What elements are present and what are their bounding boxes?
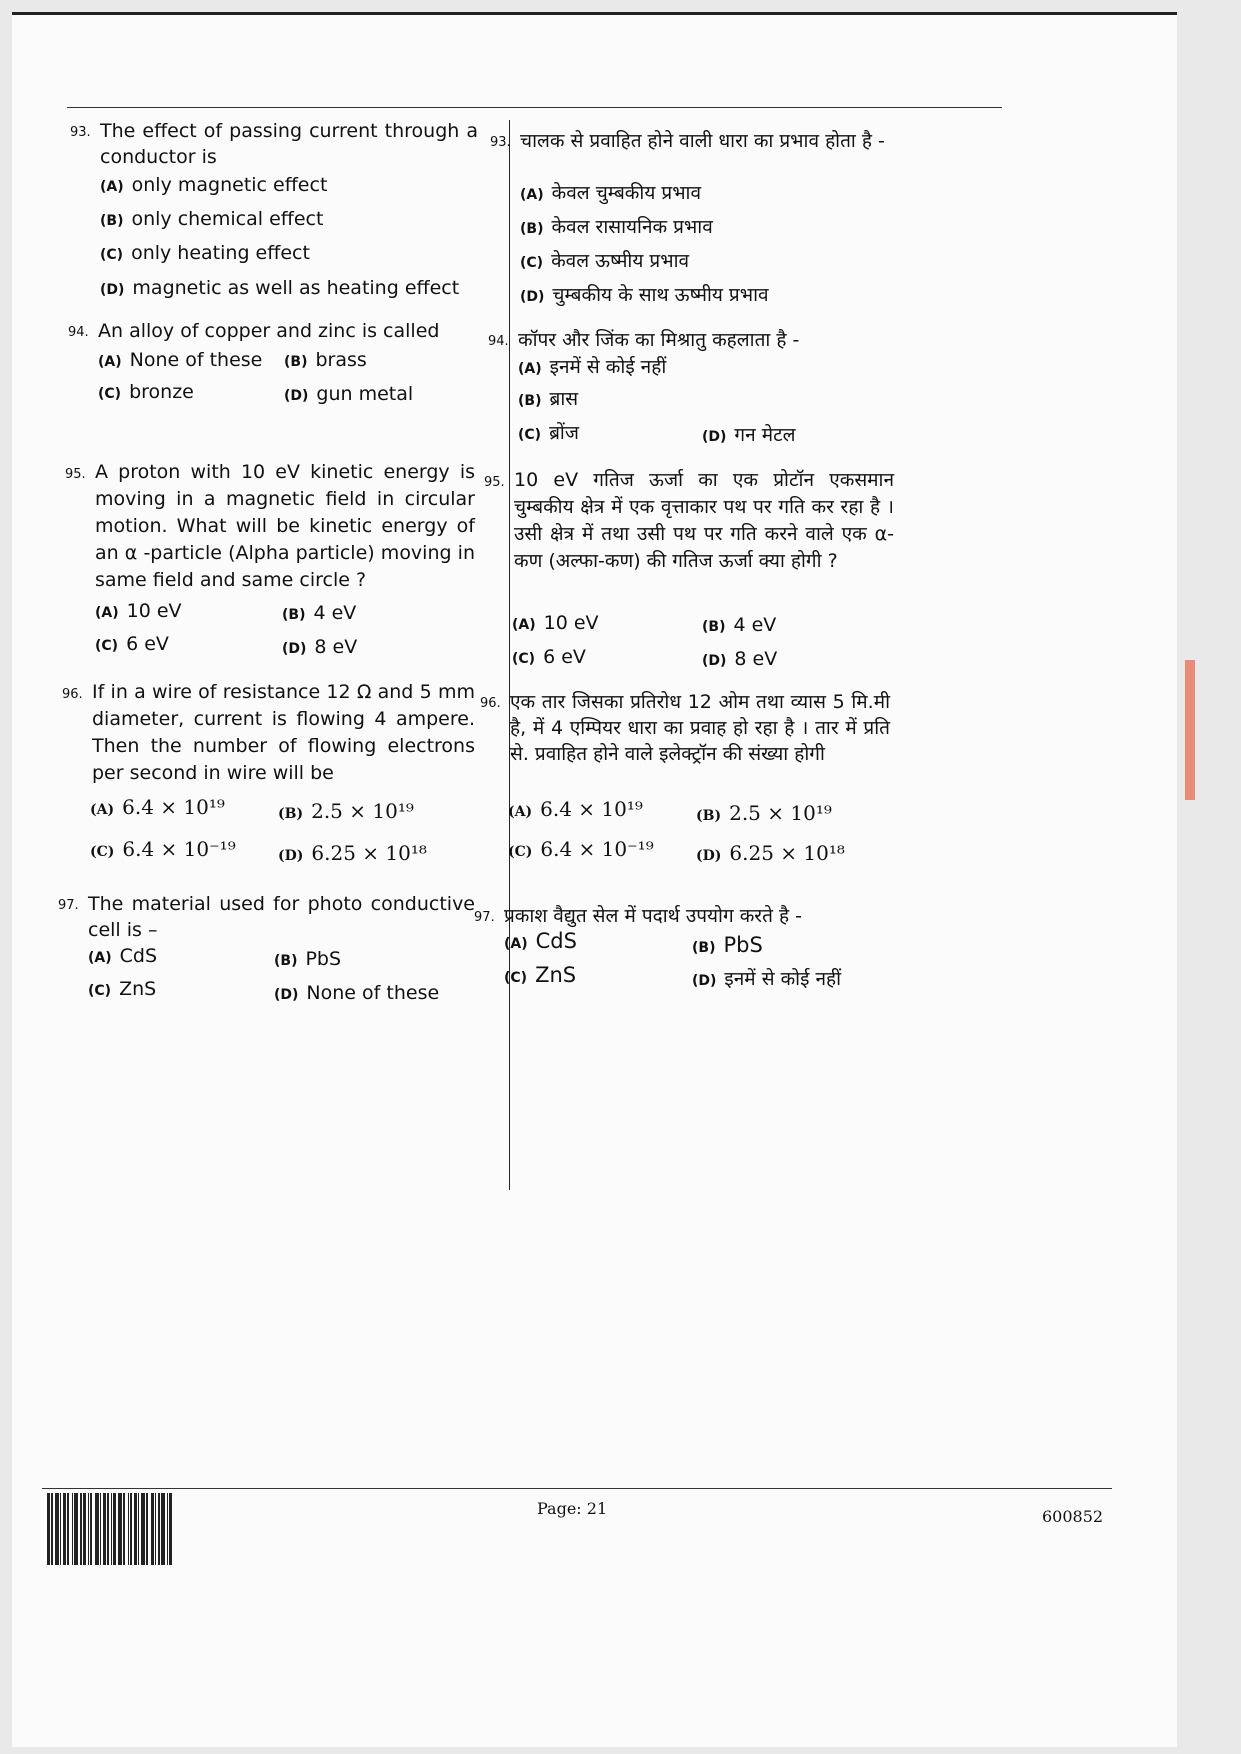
question-hi-97 [474, 903, 894, 929]
question-en-94 [68, 318, 478, 344]
question-hi-94 [488, 327, 898, 353]
option-d: (D) 6.25 × 10¹⁸ [696, 841, 845, 865]
question-hi-95 [484, 467, 894, 575]
exam-page [12, 12, 1177, 1747]
option-d: (D) गन मेटल [702, 424, 796, 446]
option-c: (C) 6.4 × 10⁻¹⁹ [508, 837, 654, 861]
question-number: 97. [474, 910, 495, 925]
option-a: (A) केवल चुम्बकीय प्रभाव [520, 182, 702, 204]
option-b: (B) केवल रासायनिक प्रभाव [520, 216, 713, 238]
option-a: (A) CdS [88, 945, 158, 967]
option-a: (A) 6.4 × 10¹⁹ [90, 795, 225, 819]
option-d: (D) चुम्बकीय के साथ ऊष्मीय प्रभाव [520, 284, 769, 306]
column-divider [509, 120, 510, 1190]
option-c: (C) only heating effect [100, 242, 310, 264]
option-b: (B) only chemical effect [100, 208, 324, 230]
option-b: (B) PbS [692, 933, 763, 957]
question-en-97 [58, 891, 475, 943]
option-b: (B) 4 eV [282, 602, 357, 624]
option-c: (C) 6 eV [95, 633, 169, 655]
option-d: (D) magnetic as well as heating effect [100, 277, 460, 299]
option-a: (A) 6.4 × 10¹⁹ [508, 797, 643, 821]
option-c: (C) ZnS [88, 978, 157, 1000]
option-c: (C) 6.4 × 10⁻¹⁹ [90, 837, 236, 861]
option-d: (D) None of these [274, 982, 440, 1004]
question-en-95 [65, 459, 475, 594]
option-b: (B) ब्रास [518, 388, 579, 410]
question-stem: An alloy of copper and zinc is called [98, 320, 440, 342]
option-a: (A) 10 eV [512, 612, 599, 634]
option-a: (A) None of these [98, 349, 263, 371]
option-d: (D) इनमें से कोई नहीं [692, 968, 842, 990]
page-number: Page: 21 [537, 1499, 608, 1518]
question-number: 96. [62, 687, 83, 702]
option-b: (B) 2.5 × 10¹⁹ [696, 801, 832, 825]
option-c: (C) ZnS [504, 963, 577, 987]
question-stem: The material used for photo conductive cell is – [88, 893, 475, 941]
option-a: (A) इनमें से कोई नहीं [518, 356, 667, 378]
footer-rule [42, 1488, 1112, 1489]
header-rule [67, 107, 1002, 108]
question-en-93 [70, 118, 478, 170]
question-number: 95. [484, 475, 505, 490]
option-d: (D) 8 eV [702, 648, 778, 670]
scan-edge-mark [1185, 660, 1195, 800]
question-number: 96. [480, 696, 501, 711]
question-number: 95. [65, 467, 86, 482]
option-c: (C) 6 eV [512, 646, 586, 668]
question-hi-96 [480, 689, 890, 767]
paper-code: 600852 [1042, 1507, 1104, 1526]
option-d: (D) 6.25 × 10¹⁸ [278, 841, 427, 865]
question-number: 94. [68, 325, 89, 340]
question-number: 93. [70, 125, 91, 140]
question-hi-93 [490, 127, 900, 155]
option-b: (B) brass [284, 349, 367, 371]
question-stem: A proton with 10 eV kinetic energy is moving in a magnetic field in circular motion. What will be kinetic energy of an α -particle (Alpha particle) moving in same field and same circle ? [95, 461, 475, 591]
question-stem: कॉपर और जिंक का मिश्रातु कहलाता है - [518, 329, 800, 351]
question-stem: 10 eV गतिज ऊर्जा का एक प्रोटॉन एकसमान चुम्बकीय क्षेत्र में एक वृत्ताकार पथ पर गति कर रहा है । उसी क्षेत्र में तथा उसी पथ पर गति करने वाले एक α-कण (अल्फा-कण) की गतिज ऊर्जा क्या होगी ? [514, 469, 894, 572]
option-c: (C) केवल ऊष्मीय प्रभाव [520, 250, 690, 272]
option-d: (D) gun metal [284, 383, 414, 405]
option-c: (C) bronze [98, 381, 194, 403]
option-d: (D) 8 eV [282, 636, 358, 658]
question-number: 97. [58, 898, 79, 913]
option-a: (A) 10 eV [95, 600, 182, 622]
option-c: (C) ब्रोंज [518, 422, 579, 444]
option-b: (B) 4 eV [702, 614, 777, 636]
option-a: (A) only magnetic effect [100, 174, 328, 196]
question-stem: The effect of passing current through a conductor is [100, 120, 478, 168]
question-number: 94. [488, 334, 509, 349]
option-b: (B) 2.5 × 10¹⁹ [278, 799, 414, 823]
barcode [47, 1493, 237, 1565]
question-number: 93. [490, 135, 511, 150]
question-stem: If in a wire of resistance 12 Ω and 5 mm diameter, current is flowing 4 ampere. Then the number of flowing electrons per second in wire will be [92, 681, 475, 784]
question-stem: एक तार जिसका प्रतिरोध 12 ओम तथा व्यास 5 मि.मी है, में 4 एम्पियर धारा का प्रवाह हो रहा है । तार में प्रति से. प्रवाहित होने वाले इलेक्ट्रॉन की संख्या होगी [510, 691, 890, 765]
option-a: (A) CdS [504, 929, 577, 953]
question-stem: प्रकाश वैद्युत सेल में पदार्थ उपयोग करते है - [504, 905, 802, 927]
question-en-96 [62, 679, 475, 787]
option-b: (B) PbS [274, 948, 342, 970]
question-stem: चालक से प्रवाहित होने वाली धारा का प्रभाव होता है - [520, 130, 885, 152]
